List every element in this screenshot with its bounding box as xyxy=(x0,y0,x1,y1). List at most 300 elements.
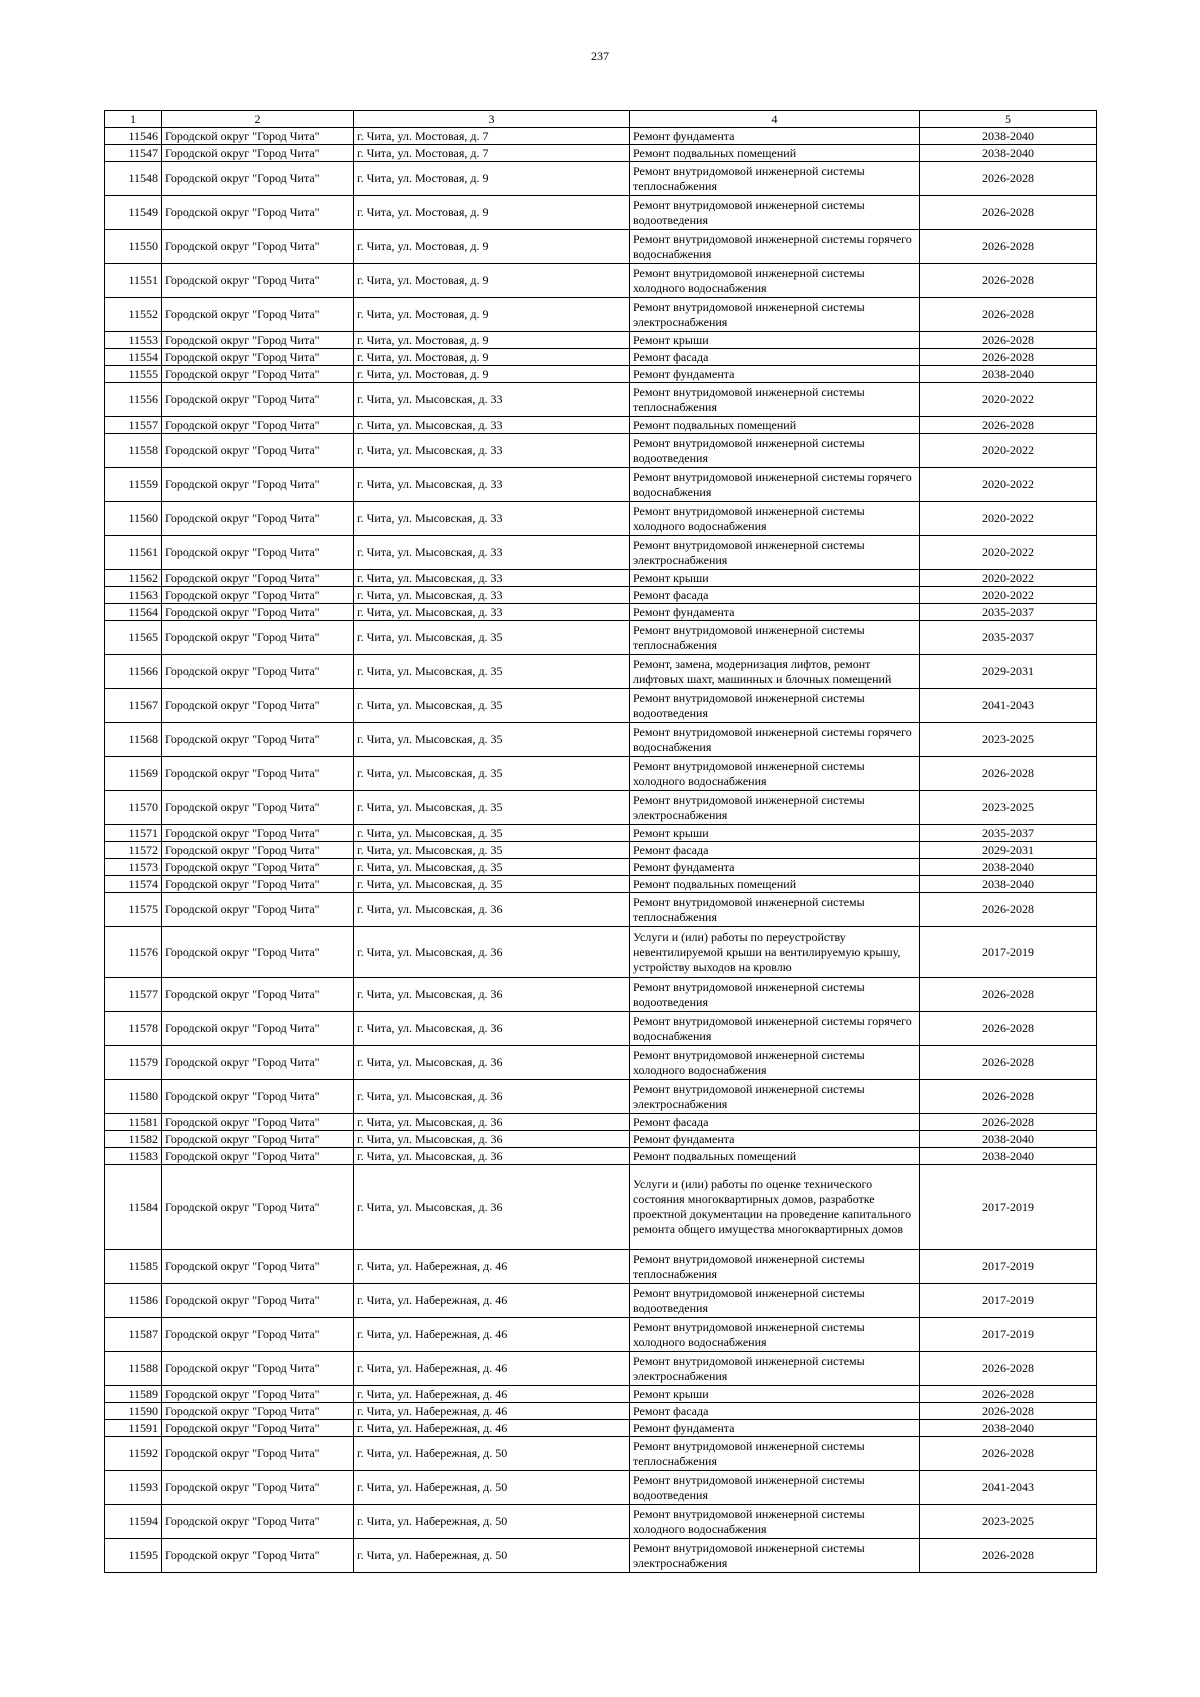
municipality-cell: Городской округ "Город Чита" xyxy=(162,332,354,349)
address-cell: г. Чита, ул. Мысовская, д. 35 xyxy=(354,757,630,791)
period-cell: 2026-2028 xyxy=(920,298,1097,332)
row-number-cell: 11565 xyxy=(105,621,162,655)
address-cell: г. Чита, ул. Мысовская, д. 36 xyxy=(354,1165,630,1250)
address-cell: г. Чита, ул. Мостовая, д. 9 xyxy=(354,298,630,332)
municipality-cell: Городской округ "Город Чита" xyxy=(162,825,354,842)
work-type-cell: Ремонт крыши xyxy=(630,1386,920,1403)
period-cell: 2038-2040 xyxy=(920,859,1097,876)
address-cell: г. Чита, ул. Мысовская, д. 36 xyxy=(354,927,630,978)
table-row xyxy=(105,434,1097,468)
table-row xyxy=(105,1114,1097,1131)
municipality-cell: Городской округ "Город Чита" xyxy=(162,757,354,791)
address-cell: г. Чита, ул. Мысовская, д. 36 xyxy=(354,1046,630,1080)
work-type-cell: Услуги и (или) работы по переустройству невентилируемой крыши на вентилируемую крышу, устройству выходов на кровлю xyxy=(630,927,920,978)
work-type-cell: Услуги и (или) работы по оценке технического состояния многоквартирных домов, разработке проектной документации на проведение капитального ремонта общего имущества многоквартирных домов xyxy=(630,1165,920,1250)
address-cell: г. Чита, ул. Мостовая, д. 7 xyxy=(354,145,630,162)
municipality-cell: Городской округ "Город Чита" xyxy=(162,1165,354,1250)
address-cell: г. Чита, ул. Мысовская, д. 33 xyxy=(354,468,630,502)
table-row xyxy=(105,298,1097,332)
work-type-cell: Ремонт фундамента xyxy=(630,1420,920,1437)
address-cell: г. Чита, ул. Мысовская, д. 36 xyxy=(354,1012,630,1046)
municipality-cell: Городской округ "Город Чита" xyxy=(162,1131,354,1148)
address-cell: г. Чита, ул. Мысовская, д. 36 xyxy=(354,1148,630,1165)
address-cell: г. Чита, ул. Мысовская, д. 36 xyxy=(354,1114,630,1131)
table-row xyxy=(105,332,1097,349)
row-number-cell: 11560 xyxy=(105,502,162,536)
table-row xyxy=(105,876,1097,893)
address-cell: г. Чита, ул. Мысовская, д. 35 xyxy=(354,689,630,723)
row-number-cell: 11578 xyxy=(105,1012,162,1046)
period-cell: 2026-2028 xyxy=(920,1437,1097,1471)
period-cell: 2038-2040 xyxy=(920,145,1097,162)
work-type-cell: Ремонт, замена, модернизация лифтов, ремонт лифтовых шахт, машинных и блочных помещений xyxy=(630,655,920,689)
period-cell: 2020-2022 xyxy=(920,536,1097,570)
table-row xyxy=(105,1046,1097,1080)
address-cell: г. Чита, ул. Мысовская, д. 33 xyxy=(354,570,630,587)
row-number-cell: 11579 xyxy=(105,1046,162,1080)
table-row xyxy=(105,978,1097,1012)
row-number-cell: 11566 xyxy=(105,655,162,689)
work-type-cell: Ремонт внутридомовой инженерной системы холодного водоснабжения xyxy=(630,1318,920,1352)
row-number-cell: 11587 xyxy=(105,1318,162,1352)
address-cell: г. Чита, ул. Набережная, д. 46 xyxy=(354,1250,630,1284)
period-cell: 2026-2028 xyxy=(920,162,1097,196)
address-cell: г. Чита, ул. Мысовская, д. 35 xyxy=(354,876,630,893)
work-type-cell: Ремонт внутридомовой инженерной системы водоотведения xyxy=(630,196,920,230)
address-cell: г. Чита, ул. Набережная, д. 46 xyxy=(354,1352,630,1386)
row-number-cell: 11552 xyxy=(105,298,162,332)
row-number-cell: 11594 xyxy=(105,1505,162,1539)
table-row xyxy=(105,417,1097,434)
table-row xyxy=(105,689,1097,723)
municipality-cell: Городской округ "Город Чита" xyxy=(162,1420,354,1437)
address-cell: г. Чита, ул. Набережная, д. 46 xyxy=(354,1318,630,1352)
table-row xyxy=(105,1403,1097,1420)
municipality-cell: Городской округ "Город Чита" xyxy=(162,1114,354,1131)
address-cell: г. Чита, ул. Мостовая, д. 9 xyxy=(354,366,630,383)
work-type-cell: Ремонт крыши xyxy=(630,825,920,842)
period-cell: 2035-2037 xyxy=(920,604,1097,621)
table-row xyxy=(105,264,1097,298)
row-number-cell: 11548 xyxy=(105,162,162,196)
table-body xyxy=(105,128,1097,1573)
work-type-cell: Ремонт внутридомовой инженерной системы теплоснабжения xyxy=(630,1250,920,1284)
row-number-cell: 11557 xyxy=(105,417,162,434)
table-row xyxy=(105,468,1097,502)
period-cell: 2020-2022 xyxy=(920,383,1097,417)
table-row xyxy=(105,383,1097,417)
table-row xyxy=(105,825,1097,842)
row-number-cell: 11561 xyxy=(105,536,162,570)
work-type-cell: Ремонт внутридомовой инженерной системы теплоснабжения xyxy=(630,621,920,655)
row-number-cell: 11555 xyxy=(105,366,162,383)
address-cell: г. Чита, ул. Мысовская, д. 33 xyxy=(354,587,630,604)
work-type-cell: Ремонт внутридомовой инженерной системы теплоснабжения xyxy=(630,162,920,196)
period-cell: 2026-2028 xyxy=(920,1539,1097,1573)
work-type-cell: Ремонт внутридомовой инженерной системы горячего водоснабжения xyxy=(630,723,920,757)
address-cell: г. Чита, ул. Набережная, д. 50 xyxy=(354,1471,630,1505)
work-type-cell: Ремонт подвальных помещений xyxy=(630,876,920,893)
table-row xyxy=(105,1131,1097,1148)
row-number-cell: 11577 xyxy=(105,978,162,1012)
period-cell: 2026-2028 xyxy=(920,196,1097,230)
table-row xyxy=(105,927,1097,978)
table-header xyxy=(105,111,1097,128)
address-cell: г. Чита, ул. Мостовая, д. 9 xyxy=(354,264,630,298)
municipality-cell: Городской округ "Город Чита" xyxy=(162,502,354,536)
work-type-cell: Ремонт внутридомовой инженерной системы горячего водоснабжения xyxy=(630,468,920,502)
address-cell: г. Чита, ул. Мысовская, д. 36 xyxy=(354,1131,630,1148)
row-number-cell: 11575 xyxy=(105,893,162,927)
table-row xyxy=(105,791,1097,825)
municipality-cell: Городской округ "Город Чита" xyxy=(162,689,354,723)
table-row xyxy=(105,1012,1097,1046)
work-type-cell: Ремонт подвальных помещений xyxy=(630,417,920,434)
period-cell: 2020-2022 xyxy=(920,502,1097,536)
work-type-cell: Ремонт внутридомовой инженерной системы холодного водоснабжения xyxy=(630,502,920,536)
work-type-cell: Ремонт внутридомовой инженерной системы теплоснабжения xyxy=(630,1437,920,1471)
period-cell: 2038-2040 xyxy=(920,876,1097,893)
period-cell: 2026-2028 xyxy=(920,1080,1097,1114)
work-type-cell: Ремонт фасада xyxy=(630,1403,920,1420)
municipality-cell: Городской округ "Город Чита" xyxy=(162,842,354,859)
row-number-cell: 11556 xyxy=(105,383,162,417)
column-header-4: 4 xyxy=(630,111,920,128)
period-cell: 2038-2040 xyxy=(920,1148,1097,1165)
period-cell: 2026-2028 xyxy=(920,230,1097,264)
column-header-2: 2 xyxy=(162,111,354,128)
period-cell: 2020-2022 xyxy=(920,468,1097,502)
row-number-cell: 11574 xyxy=(105,876,162,893)
table-row xyxy=(105,230,1097,264)
address-cell: г. Чита, ул. Мысовская, д. 33 xyxy=(354,434,630,468)
row-number-cell: 11558 xyxy=(105,434,162,468)
table-row xyxy=(105,536,1097,570)
period-cell: 2026-2028 xyxy=(920,1012,1097,1046)
municipality-cell: Городской округ "Город Чита" xyxy=(162,1080,354,1114)
municipality-cell: Городской округ "Город Чита" xyxy=(162,723,354,757)
row-number-cell: 11568 xyxy=(105,723,162,757)
address-cell: г. Чита, ул. Набережная, д. 46 xyxy=(354,1420,630,1437)
municipality-cell: Городской округ "Город Чита" xyxy=(162,196,354,230)
municipality-cell: Городской округ "Город Чита" xyxy=(162,1539,354,1573)
work-type-cell: Ремонт внутридомовой инженерной системы водоотведения xyxy=(630,434,920,468)
work-type-cell: Ремонт внутридомовой инженерной системы водоотведения xyxy=(630,1471,920,1505)
row-number-cell: 11593 xyxy=(105,1471,162,1505)
table-row xyxy=(105,162,1097,196)
table-row xyxy=(105,502,1097,536)
period-cell: 2017-2019 xyxy=(920,1165,1097,1250)
municipality-cell: Городской округ "Город Чита" xyxy=(162,859,354,876)
address-cell: г. Чита, ул. Мысовская, д. 35 xyxy=(354,859,630,876)
period-cell: 2029-2031 xyxy=(920,655,1097,689)
address-cell: г. Чита, ул. Мостовая, д. 9 xyxy=(354,349,630,366)
work-type-cell: Ремонт внутридомовой инженерной системы водоотведения xyxy=(630,978,920,1012)
municipality-cell: Городской округ "Город Чита" xyxy=(162,383,354,417)
table-row xyxy=(105,723,1097,757)
work-type-cell: Ремонт крыши xyxy=(630,570,920,587)
row-number-cell: 11570 xyxy=(105,791,162,825)
row-number-cell: 11589 xyxy=(105,1386,162,1403)
work-type-cell: Ремонт подвальных помещений xyxy=(630,1148,920,1165)
table-row xyxy=(105,128,1097,145)
table-row xyxy=(105,859,1097,876)
period-cell: 2026-2028 xyxy=(920,349,1097,366)
work-type-cell: Ремонт внутридомовой инженерной системы холодного водоснабжения xyxy=(630,1046,920,1080)
municipality-cell: Городской округ "Город Чита" xyxy=(162,1012,354,1046)
address-cell: г. Чита, ул. Набережная, д. 50 xyxy=(354,1437,630,1471)
period-cell: 2026-2028 xyxy=(920,332,1097,349)
row-number-cell: 11553 xyxy=(105,332,162,349)
municipality-cell: Городской округ "Город Чита" xyxy=(162,978,354,1012)
page-number: 237 xyxy=(591,49,609,63)
address-cell: г. Чита, ул. Мостовая, д. 9 xyxy=(354,196,630,230)
table-row xyxy=(105,349,1097,366)
row-number-cell: 11571 xyxy=(105,825,162,842)
period-cell: 2026-2028 xyxy=(920,1403,1097,1420)
row-number-cell: 11586 xyxy=(105,1284,162,1318)
address-cell: г. Чита, ул. Набережная, д. 50 xyxy=(354,1539,630,1573)
period-cell: 2026-2028 xyxy=(920,978,1097,1012)
period-cell: 2017-2019 xyxy=(920,1250,1097,1284)
address-cell: г. Чита, ул. Мысовская, д. 33 xyxy=(354,502,630,536)
row-number-cell: 11550 xyxy=(105,230,162,264)
work-type-cell: Ремонт внутридомовой инженерной системы электроснабжения xyxy=(630,1352,920,1386)
municipality-cell: Городской округ "Город Чита" xyxy=(162,791,354,825)
address-cell: г. Чита, ул. Мысовская, д. 33 xyxy=(354,536,630,570)
work-type-cell: Ремонт внутридомовой инженерной системы водоотведения xyxy=(630,1284,920,1318)
work-type-cell: Ремонт внутридомовой инженерной системы горячего водоснабжения xyxy=(630,230,920,264)
municipality-cell: Городской округ "Город Чита" xyxy=(162,1437,354,1471)
table-row xyxy=(105,1148,1097,1165)
column-header-5: 5 xyxy=(920,111,1097,128)
period-cell: 2041-2043 xyxy=(920,1471,1097,1505)
row-number-cell: 11567 xyxy=(105,689,162,723)
municipality-cell: Городской округ "Город Чита" xyxy=(162,1471,354,1505)
municipality-cell: Городской округ "Город Чита" xyxy=(162,876,354,893)
period-cell: 2038-2040 xyxy=(920,1420,1097,1437)
period-cell: 2017-2019 xyxy=(920,1318,1097,1352)
table-row xyxy=(105,655,1097,689)
address-cell: г. Чита, ул. Мысовская, д. 35 xyxy=(354,825,630,842)
address-cell: г. Чита, ул. Мысовская, д. 33 xyxy=(354,383,630,417)
period-cell: 2026-2028 xyxy=(920,417,1097,434)
work-type-cell: Ремонт внутридомовой инженерной системы горячего водоснабжения xyxy=(630,1012,920,1046)
row-number-cell: 11569 xyxy=(105,757,162,791)
period-cell: 2041-2043 xyxy=(920,689,1097,723)
row-number-cell: 11581 xyxy=(105,1114,162,1131)
work-type-cell: Ремонт фундамента xyxy=(630,366,920,383)
table-row xyxy=(105,570,1097,587)
municipality-cell: Городской округ "Город Чита" xyxy=(162,655,354,689)
municipality-cell: Городской округ "Город Чита" xyxy=(162,621,354,655)
municipality-cell: Городской округ "Город Чита" xyxy=(162,162,354,196)
table-row xyxy=(105,1539,1097,1573)
municipality-cell: Городской округ "Город Чита" xyxy=(162,1505,354,1539)
row-number-cell: 11559 xyxy=(105,468,162,502)
period-cell: 2017-2019 xyxy=(920,1284,1097,1318)
address-cell: г. Чита, ул. Мостовая, д. 9 xyxy=(354,332,630,349)
work-type-cell: Ремонт крыши xyxy=(630,332,920,349)
municipality-cell: Городской округ "Город Чита" xyxy=(162,587,354,604)
work-type-cell: Ремонт внутридомовой инженерной системы электроснабжения xyxy=(630,298,920,332)
row-number-cell: 11590 xyxy=(105,1403,162,1420)
municipality-cell: Городской округ "Город Чита" xyxy=(162,230,354,264)
row-number-cell: 11591 xyxy=(105,1420,162,1437)
table-row xyxy=(105,1080,1097,1114)
municipality-cell: Городской округ "Город Чита" xyxy=(162,1318,354,1352)
header-row xyxy=(105,111,1097,128)
address-cell: г. Чита, ул. Мысовская, д. 36 xyxy=(354,1080,630,1114)
table-row xyxy=(105,1318,1097,1352)
row-number-cell: 11584 xyxy=(105,1165,162,1250)
row-number-cell: 11564 xyxy=(105,604,162,621)
municipality-cell: Городской округ "Город Чита" xyxy=(162,298,354,332)
period-cell: 2038-2040 xyxy=(920,1131,1097,1148)
row-number-cell: 11562 xyxy=(105,570,162,587)
table-row xyxy=(105,1250,1097,1284)
row-number-cell: 11582 xyxy=(105,1131,162,1148)
row-number-cell: 11554 xyxy=(105,349,162,366)
period-cell: 2020-2022 xyxy=(920,587,1097,604)
address-cell: г. Чита, ул. Мостовая, д. 9 xyxy=(354,162,630,196)
work-type-cell: Ремонт внутридомовой инженерной системы холодного водоснабжения xyxy=(630,1505,920,1539)
period-cell: 2023-2025 xyxy=(920,791,1097,825)
municipality-cell: Городской округ "Город Чита" xyxy=(162,1386,354,1403)
work-type-cell: Ремонт внутридомовой инженерной системы холодного водоснабжения xyxy=(630,264,920,298)
address-cell: г. Чита, ул. Мысовская, д. 35 xyxy=(354,842,630,859)
work-type-cell: Ремонт фундамента xyxy=(630,604,920,621)
address-cell: г. Чита, ул. Мостовая, д. 7 xyxy=(354,128,630,145)
work-type-cell: Ремонт внутридомовой инженерной системы теплоснабжения xyxy=(630,383,920,417)
table-row xyxy=(105,366,1097,383)
municipality-cell: Городской округ "Город Чита" xyxy=(162,570,354,587)
address-cell: г. Чита, ул. Мысовская, д. 33 xyxy=(354,604,630,621)
column-header-1: 1 xyxy=(105,111,162,128)
work-type-cell: Ремонт фасада xyxy=(630,349,920,366)
period-cell: 2026-2028 xyxy=(920,757,1097,791)
table-row xyxy=(105,893,1097,927)
work-type-cell: Ремонт внутридомовой инженерной системы электроснабжения xyxy=(630,536,920,570)
municipality-cell: Городской округ "Город Чита" xyxy=(162,417,354,434)
period-cell: 2026-2028 xyxy=(920,264,1097,298)
row-number-cell: 11547 xyxy=(105,145,162,162)
row-number-cell: 11595 xyxy=(105,1539,162,1573)
address-cell: г. Чита, ул. Мысовская, д. 35 xyxy=(354,655,630,689)
address-cell: г. Чита, ул. Мысовская, д. 35 xyxy=(354,723,630,757)
row-number-cell: 11563 xyxy=(105,587,162,604)
municipality-cell: Городской округ "Город Чита" xyxy=(162,1284,354,1318)
row-number-cell: 11573 xyxy=(105,859,162,876)
table-row xyxy=(105,604,1097,621)
address-cell: г. Чита, ул. Мысовская, д. 33 xyxy=(354,417,630,434)
address-cell: г. Чита, ул. Набережная, д. 46 xyxy=(354,1386,630,1403)
period-cell: 2026-2028 xyxy=(920,1114,1097,1131)
municipality-cell: Городской округ "Город Чита" xyxy=(162,128,354,145)
address-cell: г. Чита, ул. Мысовская, д. 36 xyxy=(354,893,630,927)
row-number-cell: 11592 xyxy=(105,1437,162,1471)
work-type-cell: Ремонт внутридомовой инженерной системы электроснабжения xyxy=(630,791,920,825)
work-type-cell: Ремонт внутридомовой инженерной системы холодного водоснабжения xyxy=(630,757,920,791)
address-cell: г. Чита, ул. Набережная, д. 50 xyxy=(354,1505,630,1539)
table-row xyxy=(105,621,1097,655)
period-cell: 2026-2028 xyxy=(920,1352,1097,1386)
period-cell: 2017-2019 xyxy=(920,927,1097,978)
work-type-cell: Ремонт фасада xyxy=(630,1114,920,1131)
work-type-cell: Ремонт подвальных помещений xyxy=(630,145,920,162)
address-cell: г. Чита, ул. Мысовская, д. 35 xyxy=(354,791,630,825)
row-number-cell: 11588 xyxy=(105,1352,162,1386)
municipality-cell: Городской округ "Город Чита" xyxy=(162,349,354,366)
municipality-cell: Городской округ "Город Чита" xyxy=(162,145,354,162)
column-header-3: 3 xyxy=(354,111,630,128)
period-cell: 2026-2028 xyxy=(920,893,1097,927)
table-row xyxy=(105,1437,1097,1471)
municipality-cell: Городской округ "Город Чита" xyxy=(162,434,354,468)
period-cell: 2023-2025 xyxy=(920,723,1097,757)
period-cell: 2035-2037 xyxy=(920,621,1097,655)
address-cell: г. Чита, ул. Мысовская, д. 35 xyxy=(354,621,630,655)
period-cell: 2035-2037 xyxy=(920,825,1097,842)
address-cell: г. Чита, ул. Мысовская, д. 36 xyxy=(354,978,630,1012)
table-row xyxy=(105,842,1097,859)
table-row xyxy=(105,1284,1097,1318)
period-cell: 2020-2022 xyxy=(920,434,1097,468)
municipality-cell: Городской округ "Город Чита" xyxy=(162,468,354,502)
period-cell: 2026-2028 xyxy=(920,1046,1097,1080)
work-type-cell: Ремонт внутридомовой инженерной системы электроснабжения xyxy=(630,1539,920,1573)
row-number-cell: 11576 xyxy=(105,927,162,978)
municipality-cell: Городской округ "Город Чита" xyxy=(162,1148,354,1165)
table-row xyxy=(105,587,1097,604)
table-row xyxy=(105,1386,1097,1403)
row-number-cell: 11549 xyxy=(105,196,162,230)
municipality-cell: Городской округ "Город Чита" xyxy=(162,264,354,298)
municipality-cell: Городской округ "Город Чита" xyxy=(162,536,354,570)
municipality-cell: Городской округ "Город Чита" xyxy=(162,1046,354,1080)
row-number-cell: 11580 xyxy=(105,1080,162,1114)
table-row xyxy=(105,757,1097,791)
work-type-cell: Ремонт фундамента xyxy=(630,859,920,876)
work-type-cell: Ремонт внутридомовой инженерной системы теплоснабжения xyxy=(630,893,920,927)
table-row xyxy=(105,145,1097,162)
address-cell: г. Чита, ул. Набережная, д. 46 xyxy=(354,1284,630,1318)
period-cell: 2029-2031 xyxy=(920,842,1097,859)
period-cell: 2023-2025 xyxy=(920,1505,1097,1539)
work-type-cell: Ремонт внутридомовой инженерной системы водоотведения xyxy=(630,689,920,723)
municipality-cell: Городской округ "Город Чита" xyxy=(162,893,354,927)
row-number-cell: 11585 xyxy=(105,1250,162,1284)
address-cell: г. Чита, ул. Мостовая, д. 9 xyxy=(354,230,630,264)
period-cell: 2020-2022 xyxy=(920,570,1097,587)
table-row xyxy=(105,1505,1097,1539)
work-type-cell: Ремонт фундамента xyxy=(630,1131,920,1148)
period-cell: 2038-2040 xyxy=(920,128,1097,145)
table-row xyxy=(105,196,1097,230)
municipality-cell: Городской округ "Город Чита" xyxy=(162,1352,354,1386)
table-row xyxy=(105,1471,1097,1505)
row-number-cell: 11546 xyxy=(105,128,162,145)
row-number-cell: 11572 xyxy=(105,842,162,859)
repair-schedule-table xyxy=(104,110,1097,1573)
table-row xyxy=(105,1420,1097,1437)
municipality-cell: Городской округ "Город Чита" xyxy=(162,1403,354,1420)
period-cell: 2038-2040 xyxy=(920,366,1097,383)
row-number-cell: 11551 xyxy=(105,264,162,298)
work-type-cell: Ремонт внутридомовой инженерной системы электроснабжения xyxy=(630,1080,920,1114)
period-cell: 2026-2028 xyxy=(920,1386,1097,1403)
municipality-cell: Городской округ "Город Чита" xyxy=(162,927,354,978)
